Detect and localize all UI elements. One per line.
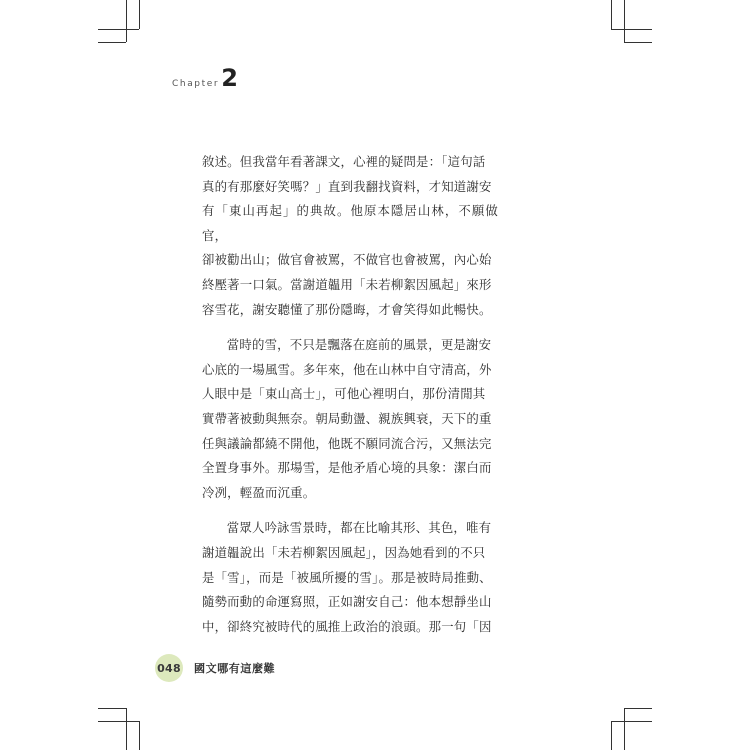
crop-mark — [126, 0, 127, 42]
body-text — [202, 150, 498, 639]
crop-mark — [98, 42, 126, 43]
crop-mark — [624, 708, 625, 750]
crop-mark — [98, 721, 139, 722]
crop-mark — [611, 0, 612, 29]
crop-mark — [98, 29, 139, 30]
chapter-label: Chapter — [172, 79, 220, 89]
page-number-badge — [155, 654, 183, 682]
paragraph: 當眾人吟詠雪景時，都在比喻其形、其色，唯有 謝道韞說出「未若柳絮因風起」，因為她看到的不只 是「雪」，而是「被風所擾的雪」。那是被時局推動、 隨勢而動的命運寫照，正如謝安自己：他本想靜坐山 中，卻終究被時代的風推上政治的浪頭。那一句「因 — [202, 520, 492, 634]
crop-mark — [624, 0, 625, 42]
page-footer — [155, 654, 275, 682]
crop-mark — [98, 708, 126, 709]
paragraph: 當時的雪，不只是飄落在庭前的風景，更是謝安 心底的一場風雪。多年來，他在山林中自守清高，外 人眼中是「東山高士」，可他心裡明白，那份清閒其 實帶著被動與無奈。朝局動盪、親族興衰，天下的重 任與議論都繞不開他，他既不願同流合污，又無法完 全置身事外。那場雪，是他矛盾心境的具象：潔白而 冷冽，輕盈而沉重。 — [202, 337, 492, 500]
chapter-heading — [172, 66, 238, 90]
crop-mark — [624, 708, 652, 709]
crop-mark — [139, 0, 140, 29]
crop-mark — [611, 721, 612, 750]
crop-mark — [126, 708, 127, 750]
book-title: 國文哪有這麼難 — [194, 662, 276, 675]
crop-mark — [139, 721, 140, 750]
chapter-number: 2 — [221, 64, 238, 92]
paragraph: 敘述。但我當年看著課文，心裡的疑問是：「這句話 真的有那麼好笑嗎？」直到我翻找資料，才知道謝安 有「東山再起」的典故。他原本隱居山林，不願做官， 卻被勸出山；做官會被罵，不做官也會被罵，內心始 終壓著一口氣。當謝道韞用「未若柳絮因風起」來形 容雪花，謝安聽懂了那份隱晦，才會笑得如此暢快。 — [202, 154, 498, 317]
crop-mark — [611, 721, 652, 722]
page-number: 048 — [157, 661, 181, 675]
crop-mark — [624, 42, 652, 43]
crop-mark — [611, 29, 652, 30]
